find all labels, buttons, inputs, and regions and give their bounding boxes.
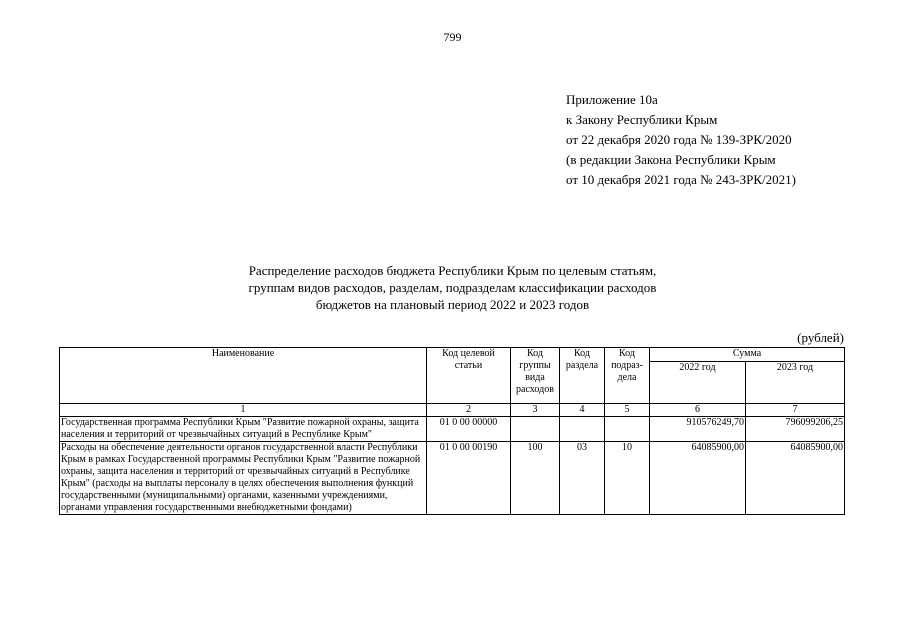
row-sum-2022: 910576249,70 xyxy=(650,417,746,442)
unit-label: (рублей) xyxy=(797,330,844,345)
column-index: 7 xyxy=(746,404,845,417)
appendix-line: от 10 декабря 2021 года № 243-ЗРК/2021) xyxy=(566,172,796,187)
appendix-line: от 22 декабря 2020 года № 139-ЗРК/2020 xyxy=(566,132,792,147)
row-target-code: 01 0 00 00000 xyxy=(427,417,511,442)
row-name: Расходы на обеспечение деятельности органов государственной власти Республики Крым в рамках Государственной программы Республики Крым "Развитие пожарной охраны, защита населения и территорий от чрезвычайных ситуаций в Республике Крым" (расходы на выплаты персоналу в целях обеспечения выполнения функций государственными (муниципальными) органами, казенными учреждениями, органами управления государственными внебюджетными фондами) xyxy=(60,442,427,515)
row-section: 03 xyxy=(560,442,605,515)
column-index: 4 xyxy=(560,404,605,417)
row-expense-group: 100 xyxy=(511,442,560,515)
row-subsection: 10 xyxy=(605,442,650,515)
header-year-2023: 2023 год xyxy=(746,362,845,404)
appendix-line: (в редакции Закона Республики Крым xyxy=(566,152,776,167)
title-line: группам видов расходов, разделам, подразделам классификации расходов xyxy=(248,280,657,295)
column-index: 5 xyxy=(605,404,650,417)
column-index-row xyxy=(60,404,845,417)
row-section xyxy=(560,417,605,442)
page-number: 799 xyxy=(443,30,462,44)
appendix-line: Приложение 10а xyxy=(566,92,658,107)
appendix-block xyxy=(566,90,796,190)
row-expense-group xyxy=(511,417,560,442)
header-subsection: Код подраз-дела xyxy=(605,348,650,404)
header-row xyxy=(60,348,845,362)
header-expense-group: Код группы вида расходов xyxy=(511,348,560,404)
table-row xyxy=(60,442,845,515)
column-index: 6 xyxy=(650,404,746,417)
row-sum-2023: 64085900,00 xyxy=(746,442,845,515)
table-row xyxy=(60,417,845,442)
header-target-code: Код целевой статьи xyxy=(427,348,511,404)
header-year-2022: 2022 год xyxy=(650,362,746,404)
title-line: Распределение расходов бюджета Республики Крым по целевым статьям, xyxy=(248,263,657,278)
column-index: 3 xyxy=(511,404,560,417)
appendix-line: к Закону Республики Крым xyxy=(566,112,718,127)
header-section: Код раздела xyxy=(560,348,605,404)
column-index: 2 xyxy=(427,404,511,417)
column-index: 1 xyxy=(60,404,427,417)
row-sum-2023: 796099206,25 xyxy=(746,417,845,442)
row-target-code: 01 0 00 00190 xyxy=(427,442,511,515)
budget-table xyxy=(59,347,845,515)
row-name: Государственная программа Республики Крым "Развитие пожарной охраны, защита населения и территорий от чрезвычайных ситуаций в Республике Крым" xyxy=(60,417,427,442)
row-subsection xyxy=(605,417,650,442)
header-name: Наименование xyxy=(60,348,427,404)
row-sum-2022: 64085900,00 xyxy=(650,442,746,515)
header-sum: Сумма xyxy=(650,348,845,362)
title-line: бюджетов на плановый период 2022 и 2023 годов xyxy=(315,297,590,312)
document-title xyxy=(0,262,905,313)
